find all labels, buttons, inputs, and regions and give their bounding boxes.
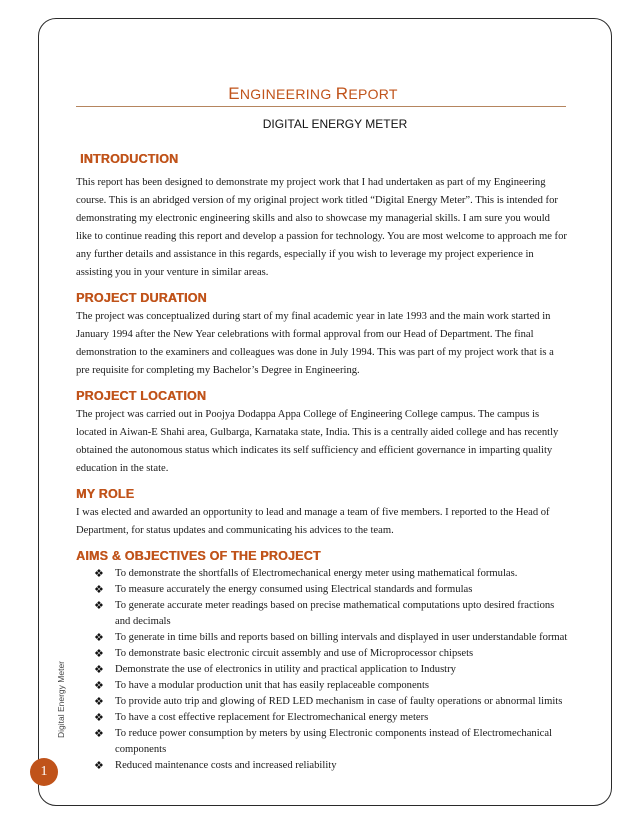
- diamond-bullet-icon: ❖: [94, 632, 104, 644]
- title-divider: [76, 106, 566, 107]
- diamond-bullet-icon: ❖: [94, 712, 104, 724]
- list-item: [94, 694, 568, 710]
- aims-heading: AIMS & OBJECTIVES OF THE PROJECT: [76, 549, 321, 563]
- list-item: [94, 566, 568, 582]
- report-body: [76, 152, 568, 783]
- introduction-text: This report has been designed to demonstrate my project work that I had undertaken as part of my Engineering course. This is an abridged version of my original project work titled “Digital Energy Meter”. This is intended for demonstrating my electronic engineering skills and also to showcase my managerial skills. I am sure you would like to continue reading this report and develop a passion for technology. You are most welcome to approach me for any further details and assistance in this regards, especially if you wish to leverage my project experience in assisting you in your venture in similar areas.: [76, 177, 567, 278]
- aims-list: [76, 566, 568, 774]
- aim-text: Reduced maintenance costs and increased reliability: [115, 760, 337, 771]
- introduction-heading: INTRODUCTION: [80, 152, 179, 166]
- aim-text: To have a modular production unit that has easily replaceable components: [115, 680, 430, 691]
- aim-text: To demonstrate basic electronic circuit assembly and use of Microprocessor chipsets: [115, 648, 474, 659]
- aim-text: To demonstrate the shortfalls of Electromechanical energy meter using mathematical formulas.: [115, 568, 518, 579]
- diamond-bullet-icon: ❖: [94, 680, 104, 692]
- aim-text: To generate in time bills and reports based on billing intervals and displayed in user understandable format: [115, 632, 568, 643]
- title-word-2-rest: EPORT: [348, 86, 398, 102]
- location-heading: PROJECT LOCATION: [76, 389, 207, 403]
- section-introduction: [76, 152, 568, 282]
- report-subtitle: DIGITAL ENERGY METER: [262, 117, 408, 131]
- aim-text: To reduce power consumption by meters by using Electronic components instead of Electromechanical components: [115, 728, 552, 755]
- section-aims-objectives: [76, 549, 568, 774]
- aim-text: To generate accurate meter readings based on precise mathematical computations upto desired fractions and decimals: [115, 600, 555, 627]
- report-title: [0, 84, 638, 104]
- diamond-bullet-icon: ❖: [94, 584, 104, 596]
- aim-text: Demonstrate the use of electronics in utility and practical application to Industry: [115, 664, 456, 675]
- aim-text: To provide auto trip and glowing of RED LED mechanism in case of faulty operations or abnormal limits: [115, 696, 563, 707]
- aim-text: To have a cost effective replacement for Electromechanical energy meters: [115, 712, 429, 723]
- side-running-title: Digital Energy Meter: [56, 660, 66, 738]
- section-my-role: [76, 487, 568, 540]
- section-project-location: [76, 389, 568, 478]
- role-heading: MY ROLE: [76, 487, 135, 501]
- location-text: The project was carried out in Poojya Dodappa Appa College of Engineering College campus. The campus is located in Aiwan-E Shahi area, Gulbarga, Karnataka state, India. This is a centrally aided college and has recently obtained the autonomous status which indicates its self sufficiency and efficient governance in imparting quality education in the state.: [76, 409, 559, 474]
- aim-text: To measure accurately the energy consumed using Electrical standards and formulas: [115, 584, 473, 595]
- diamond-bullet-icon: ❖: [94, 760, 104, 772]
- diamond-bullet-icon: ❖: [94, 568, 104, 580]
- page-number-badge: 1: [30, 758, 58, 786]
- list-item: [94, 710, 568, 726]
- list-item: [94, 662, 568, 678]
- title-word-1-rest: NGINEERING: [239, 86, 332, 102]
- title-initial-1: E: [228, 84, 240, 103]
- section-project-duration: [76, 291, 568, 380]
- diamond-bullet-icon: ❖: [94, 696, 104, 708]
- title-initial-2: R: [335, 84, 349, 103]
- diamond-bullet-icon: ❖: [94, 600, 104, 612]
- list-item: [94, 630, 568, 646]
- diamond-bullet-icon: ❖: [94, 648, 104, 660]
- diamond-bullet-icon: ❖: [94, 728, 104, 740]
- list-item: [94, 646, 568, 662]
- duration-heading: PROJECT DURATION: [76, 291, 207, 305]
- duration-text: The project was conceptualized during start of my final academic year in late 1993 and the main work started in January 1994 after the New Year celebrations with formal approval from our Head of Department. The final demonstration to the examiners and colleagues was done in July 1994. This was part of my project work that is a pre requisite for completing my Bachelor’s Degree in Engineering.: [76, 311, 554, 376]
- list-item: [94, 726, 568, 758]
- diamond-bullet-icon: ❖: [94, 664, 104, 676]
- list-item: [94, 582, 568, 598]
- list-item: [94, 598, 568, 630]
- list-item: [94, 678, 568, 694]
- list-item: [94, 758, 568, 774]
- role-text: I was elected and awarded an opportunity to lead and manage a team of five members. I reported to the Head of Department, for status updates and communicating his advices to the team.: [76, 507, 550, 536]
